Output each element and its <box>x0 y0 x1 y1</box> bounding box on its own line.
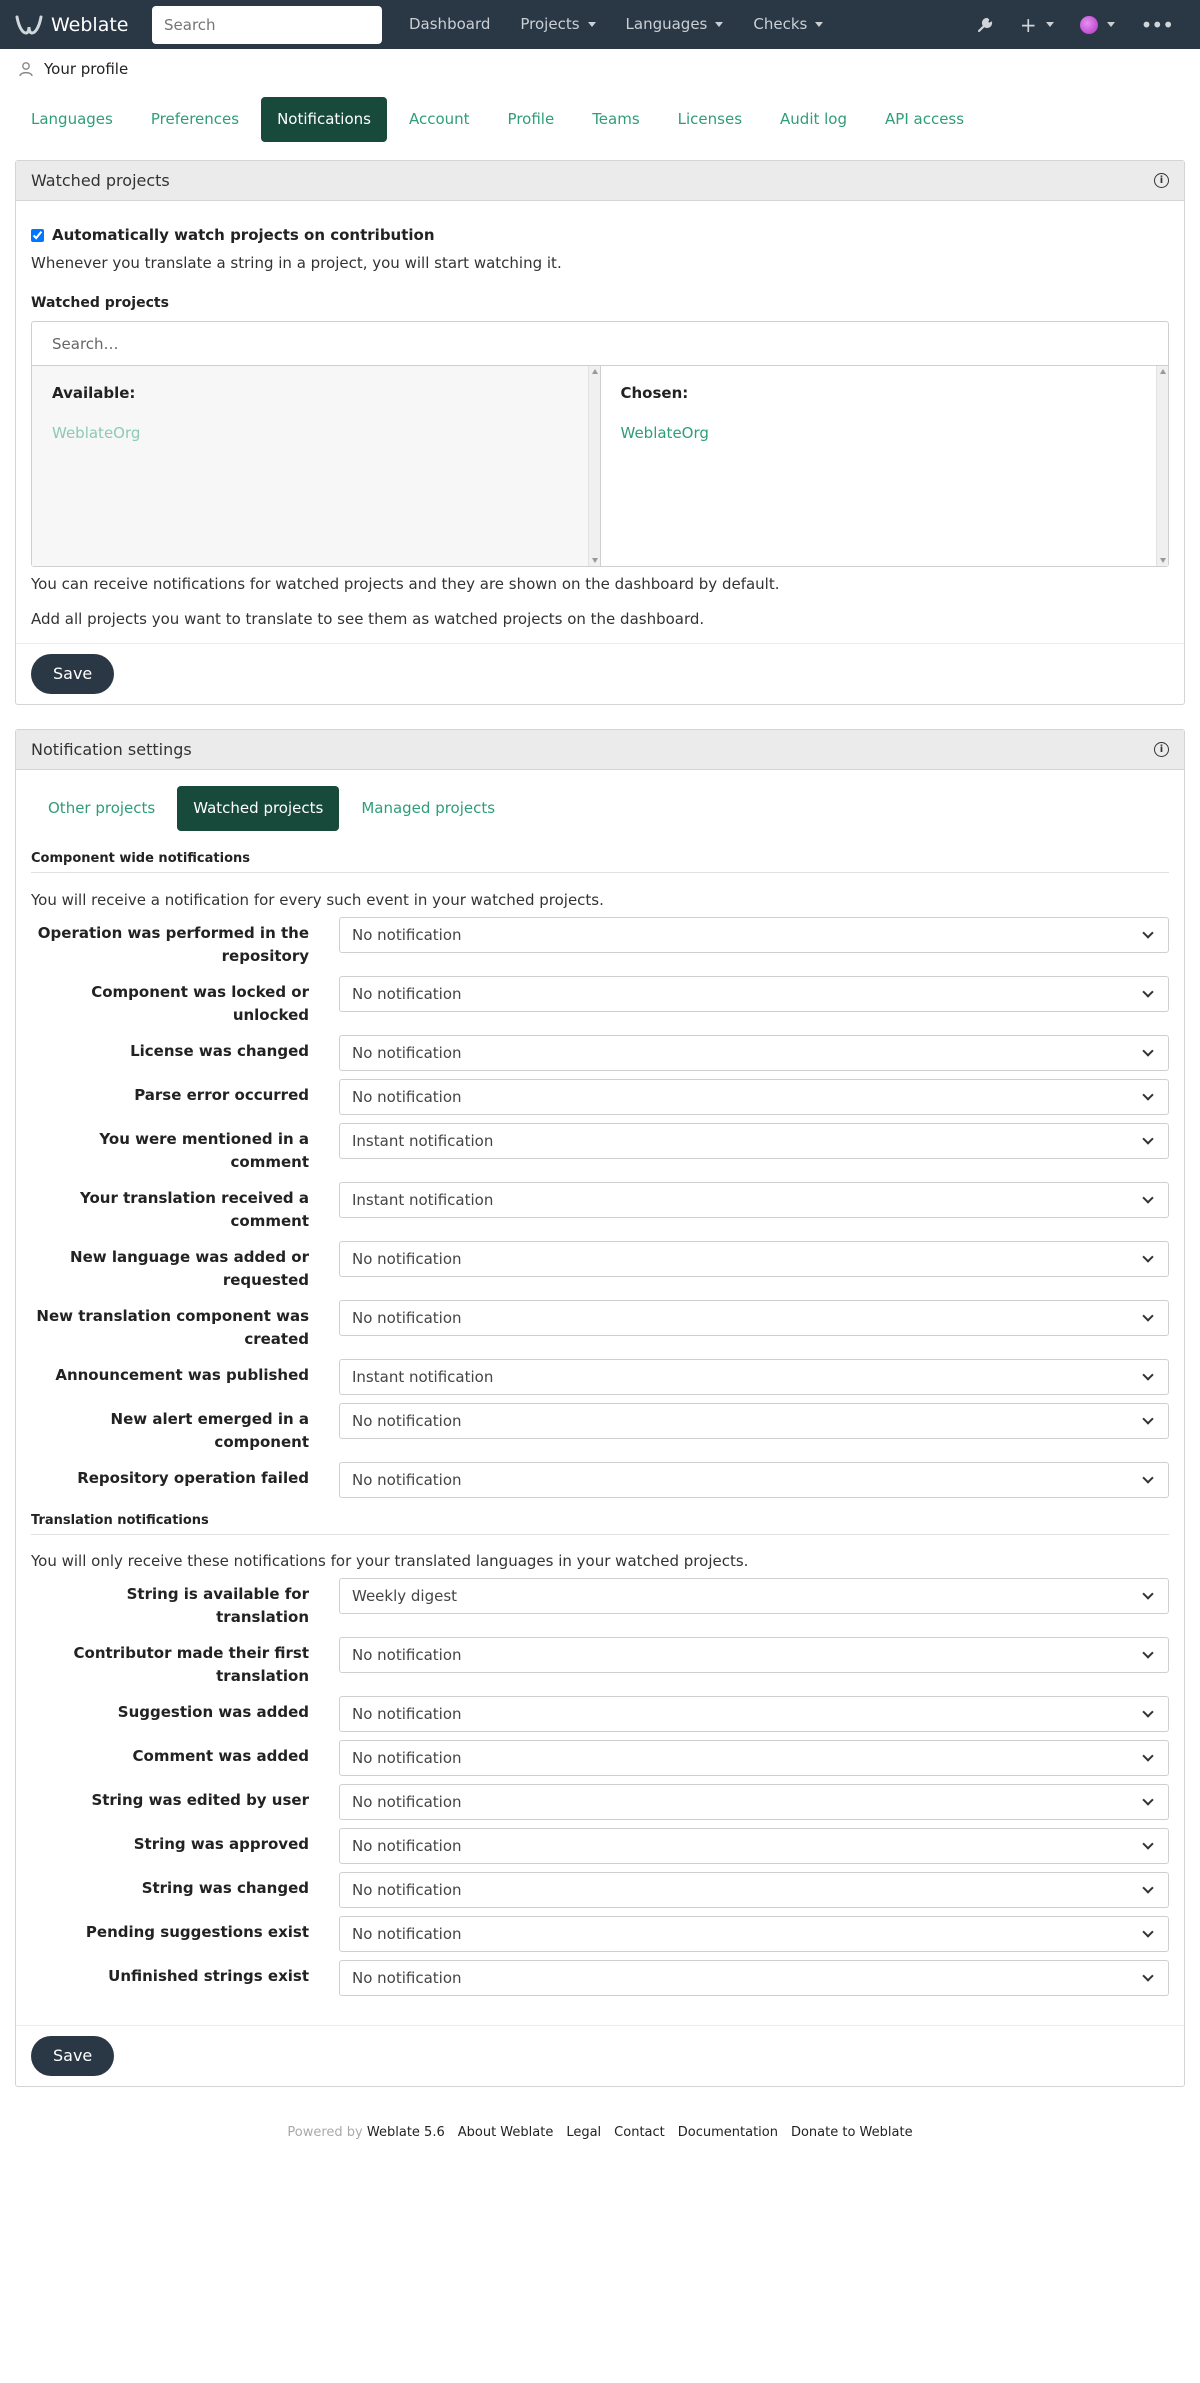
nav-projects[interactable] <box>505 0 610 49</box>
panel-title: Watched projects <box>31 171 170 190</box>
chevron-down-icon <box>1142 1882 1153 1893</box>
component-notification-list <box>31 917 1169 1498</box>
select-value: No notification <box>352 1925 462 1943</box>
notification-row <box>31 976 1169 1027</box>
notification-frequency-select[interactable] <box>339 1079 1169 1115</box>
tab-teams[interactable]: Teams <box>592 110 640 128</box>
notification-frequency-select[interactable] <box>339 1403 1169 1439</box>
select-value: No notification <box>352 1646 462 1664</box>
notification-frequency-select[interactable] <box>339 1740 1169 1776</box>
available-title: Available: <box>52 384 136 402</box>
nav-dashboard[interactable]: Dashboard <box>409 15 491 33</box>
notification-control <box>339 1696 1169 1732</box>
user-menu[interactable] <box>1080 16 1115 34</box>
notification-row <box>31 1960 1169 1996</box>
profile-tabs <box>0 97 1200 142</box>
chevron-down-icon <box>1142 927 1153 938</box>
select-value: No notification <box>352 1749 462 1767</box>
plus-icon: + <box>1019 12 1037 37</box>
tab-managed-projects[interactable]: Managed projects <box>361 799 496 817</box>
notification-control <box>339 1359 1169 1395</box>
scope-tabs <box>31 786 1169 831</box>
tab-other-projects[interactable]: Other projects <box>48 799 156 817</box>
chevron-down-icon <box>1142 1472 1153 1483</box>
footer-link-contact[interactable]: Contact <box>614 2125 665 2140</box>
auto-watch-checkbox[interactable] <box>31 229 44 242</box>
tab-account[interactable]: Account <box>408 110 470 128</box>
notification-frequency-select[interactable] <box>339 976 1169 1012</box>
notification-control <box>339 1740 1169 1776</box>
notification-settings-panel <box>15 729 1185 2087</box>
notification-control <box>339 1784 1169 1820</box>
footer-link-legal[interactable]: Legal <box>566 2125 602 2140</box>
breadcrumb-label[interactable]: Your profile <box>44 60 129 78</box>
weblate-logo-icon <box>15 14 43 36</box>
notification-label: Pending suggestions exist <box>85 1923 309 1941</box>
footer-link-about[interactable]: About Weblate <box>457 2125 554 2140</box>
footer-link-donate[interactable]: Donate to Weblate <box>790 2125 913 2140</box>
nav-checks[interactable] <box>738 0 838 49</box>
panel-footer <box>16 643 1184 704</box>
tab-notifications[interactable]: Notifications <box>261 97 387 142</box>
notification-row <box>31 1035 1169 1071</box>
notification-row <box>31 1637 1169 1688</box>
notification-frequency-select[interactable] <box>339 1035 1169 1071</box>
chevron-down-icon <box>1142 1647 1153 1658</box>
info-icon[interactable]: i <box>1154 742 1169 757</box>
chevron-down-icon <box>1142 986 1153 997</box>
notification-frequency-select[interactable] <box>339 1359 1169 1395</box>
panel-heading <box>16 161 1184 201</box>
section-title: Component wide notifications <box>31 851 1169 873</box>
panel-footer <box>16 2025 1184 2086</box>
select-value: Instant notification <box>352 1132 494 1150</box>
notification-row <box>31 1359 1169 1395</box>
notification-row <box>31 1828 1169 1864</box>
chevron-down-icon <box>1142 1588 1153 1599</box>
tab-languages[interactable]: Languages <box>31 110 113 128</box>
notification-control <box>339 1079 1169 1115</box>
select-value: Instant notification <box>352 1191 494 1209</box>
user-icon <box>18 61 34 77</box>
section-title: Translation notifications <box>31 1513 1169 1535</box>
scrollbar[interactable] <box>1156 366 1168 566</box>
notification-label: Operation was performed in the repository <box>37 924 309 965</box>
notification-control <box>339 1637 1169 1673</box>
available-item[interactable]: WeblateOrg <box>52 424 141 442</box>
footer-link-weblate-version[interactable]: Weblate 5.6 <box>366 2125 445 2140</box>
chevron-down-icon <box>1142 1706 1153 1717</box>
select-value: No notification <box>352 1088 462 1106</box>
notification-frequency-select[interactable] <box>339 1637 1169 1673</box>
notification-row <box>31 1462 1169 1498</box>
section-description: You will receive a notification for every such event in your watched projects. <box>31 891 604 909</box>
tab-watched-projects[interactable]: Watched projects <box>177 786 339 831</box>
save-button[interactable]: Save <box>31 2036 114 2076</box>
notification-control <box>339 917 1169 953</box>
notification-row <box>31 1300 1169 1351</box>
chevron-down-icon <box>1142 1750 1153 1761</box>
notification-control <box>339 1300 1169 1336</box>
auto-watch-help: Whenever you translate a string in a project, you will start watching it. <box>31 254 562 272</box>
chevron-down-icon <box>1142 1045 1153 1056</box>
select-value: No notification <box>352 1412 462 1430</box>
notification-control <box>339 976 1169 1012</box>
notification-control <box>339 1578 1169 1614</box>
select-value: No notification <box>352 1881 462 1899</box>
global-search-input[interactable] <box>152 6 382 44</box>
available-list <box>32 366 601 566</box>
tab-preferences[interactable]: Preferences <box>150 110 240 128</box>
notification-frequency-select[interactable] <box>339 917 1169 953</box>
notification-frequency-select[interactable] <box>339 1696 1169 1732</box>
notification-label: Parse error occurred <box>134 1086 309 1104</box>
notification-control <box>339 1403 1169 1439</box>
notification-row <box>31 1403 1169 1454</box>
tab-profile[interactable]: Profile <box>507 110 555 128</box>
panel-body <box>16 770 1184 2011</box>
auto-watch-label: Automatically watch projects on contribution <box>52 226 435 244</box>
notification-label: String was approved <box>133 1835 309 1853</box>
brand[interactable] <box>15 14 152 36</box>
dual-search-input[interactable]: Search… <box>32 322 1168 366</box>
translation-notification-list <box>31 1578 1169 1996</box>
select-value: Instant notification <box>352 1368 494 1386</box>
select-value: No notification <box>352 1471 462 1489</box>
chevron-down-icon <box>715 22 723 27</box>
notification-label: Comment was added <box>132 1747 309 1765</box>
notification-control <box>339 1241 1169 1277</box>
nav-checks-label: Checks <box>753 15 808 33</box>
dual-listbox <box>31 321 1169 567</box>
chevron-down-icon <box>815 22 823 27</box>
powered-by-label: Powered by <box>287 2125 363 2140</box>
select-value: No notification <box>352 1837 462 1855</box>
chevron-down-icon <box>1142 1926 1153 1937</box>
notification-label: Announcement was published <box>55 1366 309 1384</box>
tab-api-access[interactable]: API access <box>885 110 965 128</box>
info-icon[interactable]: i <box>1154 173 1169 188</box>
notification-row <box>31 1123 1169 1174</box>
notification-frequency-select[interactable] <box>339 1578 1169 1614</box>
chevron-down-icon <box>588 22 596 27</box>
notification-row <box>31 1916 1169 1952</box>
notification-control <box>339 1960 1169 1996</box>
panel-heading <box>16 730 1184 770</box>
tab-audit-log[interactable]: Audit log <box>780 110 848 128</box>
dual-lists <box>32 366 1168 566</box>
chevron-down-icon <box>1142 1838 1153 1849</box>
select-value: No notification <box>352 1044 462 1062</box>
notification-label: New translation component was created <box>36 1307 309 1348</box>
notification-frequency-select[interactable] <box>339 1300 1169 1336</box>
nav-right <box>976 13 1185 37</box>
select-value: No notification <box>352 1705 462 1723</box>
section-description: You will only receive these notifications for your translated languages in your watched projects. <box>31 1552 749 1570</box>
watched-help-2: Add all projects you want to translate to see them as watched projects on the dashboard. <box>31 610 705 628</box>
chevron-down-icon <box>1046 22 1054 27</box>
notification-row <box>31 1740 1169 1776</box>
watched-projects-panel <box>15 160 1185 705</box>
notification-control <box>339 1182 1169 1218</box>
notification-row <box>31 1696 1169 1732</box>
notification-label: New alert emerged in a component <box>110 1410 309 1451</box>
notification-control <box>339 1872 1169 1908</box>
notification-frequency-select[interactable] <box>339 1916 1169 1952</box>
top-navbar <box>0 0 1200 49</box>
watched-help-1: You can receive notifications for watched projects and they are shown on the dashboard by default. <box>31 575 780 593</box>
wrench-icon[interactable] <box>976 16 994 34</box>
add-menu[interactable] <box>1019 12 1054 37</box>
scrollbar[interactable] <box>588 366 600 566</box>
chevron-down-icon <box>1142 1192 1153 1203</box>
nav-languages-label: Languages <box>625 15 708 33</box>
chevron-down-icon <box>1142 1369 1153 1380</box>
notification-frequency-select[interactable] <box>339 1462 1169 1498</box>
notification-control <box>339 1123 1169 1159</box>
notification-label: String was changed <box>141 1879 309 1897</box>
notification-control <box>339 1462 1169 1498</box>
chevron-down-icon <box>1142 1251 1153 1262</box>
chevron-down-icon <box>1107 22 1115 27</box>
notification-label: String is available for translation <box>126 1585 309 1626</box>
notification-label: Suggestion was added <box>117 1703 309 1721</box>
chevron-down-icon <box>1142 1133 1153 1144</box>
chevron-down-icon <box>1142 1794 1153 1805</box>
more-icon[interactable]: ••• <box>1140 12 1173 37</box>
notification-frequency-select[interactable] <box>339 1960 1169 1996</box>
panel-title: Notification settings <box>31 740 192 759</box>
footer-link-documentation[interactable]: Documentation <box>677 2125 778 2140</box>
tab-licenses[interactable]: Licenses <box>677 110 743 128</box>
page-footer <box>0 2125 1200 2140</box>
chosen-list <box>601 366 1169 566</box>
notification-label: You were mentioned in a comment <box>99 1130 309 1171</box>
notification-row <box>31 1578 1169 1629</box>
nav-languages[interactable] <box>611 0 739 49</box>
main-menu <box>394 0 838 49</box>
notification-frequency-select[interactable] <box>339 1828 1169 1864</box>
notification-row <box>31 917 1169 968</box>
nav-projects-label: Projects <box>520 15 580 33</box>
notification-control <box>339 1035 1169 1071</box>
notification-row <box>31 1872 1169 1908</box>
auto-watch-row[interactable] <box>31 226 1169 244</box>
breadcrumb <box>0 49 1200 89</box>
select-value: No notification <box>352 1793 462 1811</box>
select-value: No notification <box>352 985 462 1003</box>
brand-name: Weblate <box>51 13 129 36</box>
notification-label: New language was added or requested <box>70 1248 309 1289</box>
chevron-down-icon <box>1142 1413 1153 1424</box>
select-value: No notification <box>352 1250 462 1268</box>
notification-label: Repository operation failed <box>77 1469 309 1487</box>
notification-label: License was changed <box>130 1042 309 1060</box>
notification-label: String was edited by user <box>91 1791 309 1809</box>
notification-control <box>339 1916 1169 1952</box>
notification-frequency-select[interactable] <box>339 1241 1169 1277</box>
avatar <box>1080 16 1098 34</box>
notification-frequency-select[interactable] <box>339 1872 1169 1908</box>
notification-frequency-select[interactable] <box>339 1123 1169 1159</box>
chosen-title: Chosen: <box>620 384 689 402</box>
notification-label: Your translation received a comment <box>80 1189 309 1230</box>
notification-row <box>31 1182 1169 1233</box>
save-button[interactable]: Save <box>31 654 114 694</box>
notification-row <box>31 1241 1169 1292</box>
select-value: Weekly digest <box>352 1587 458 1605</box>
chevron-down-icon <box>1142 1970 1153 1981</box>
select-value: No notification <box>352 1309 462 1327</box>
notification-row <box>31 1784 1169 1820</box>
panel-body <box>16 201 1184 643</box>
notification-control <box>339 1828 1169 1864</box>
select-value: No notification <box>352 1969 462 1987</box>
chevron-down-icon <box>1142 1310 1153 1321</box>
notification-frequency-select[interactable] <box>339 1784 1169 1820</box>
notification-label: Contributor made their first translation <box>73 1644 309 1685</box>
select-value: No notification <box>352 926 462 944</box>
notification-label: Component was locked or unlocked <box>91 983 309 1024</box>
notification-frequency-select[interactable] <box>339 1182 1169 1218</box>
notification-label: Unfinished strings exist <box>108 1967 309 1985</box>
chevron-down-icon <box>1142 1089 1153 1100</box>
watched-projects-label: Watched projects <box>31 295 169 311</box>
notification-row <box>31 1079 1169 1115</box>
chosen-item[interactable]: WeblateOrg <box>620 424 709 442</box>
